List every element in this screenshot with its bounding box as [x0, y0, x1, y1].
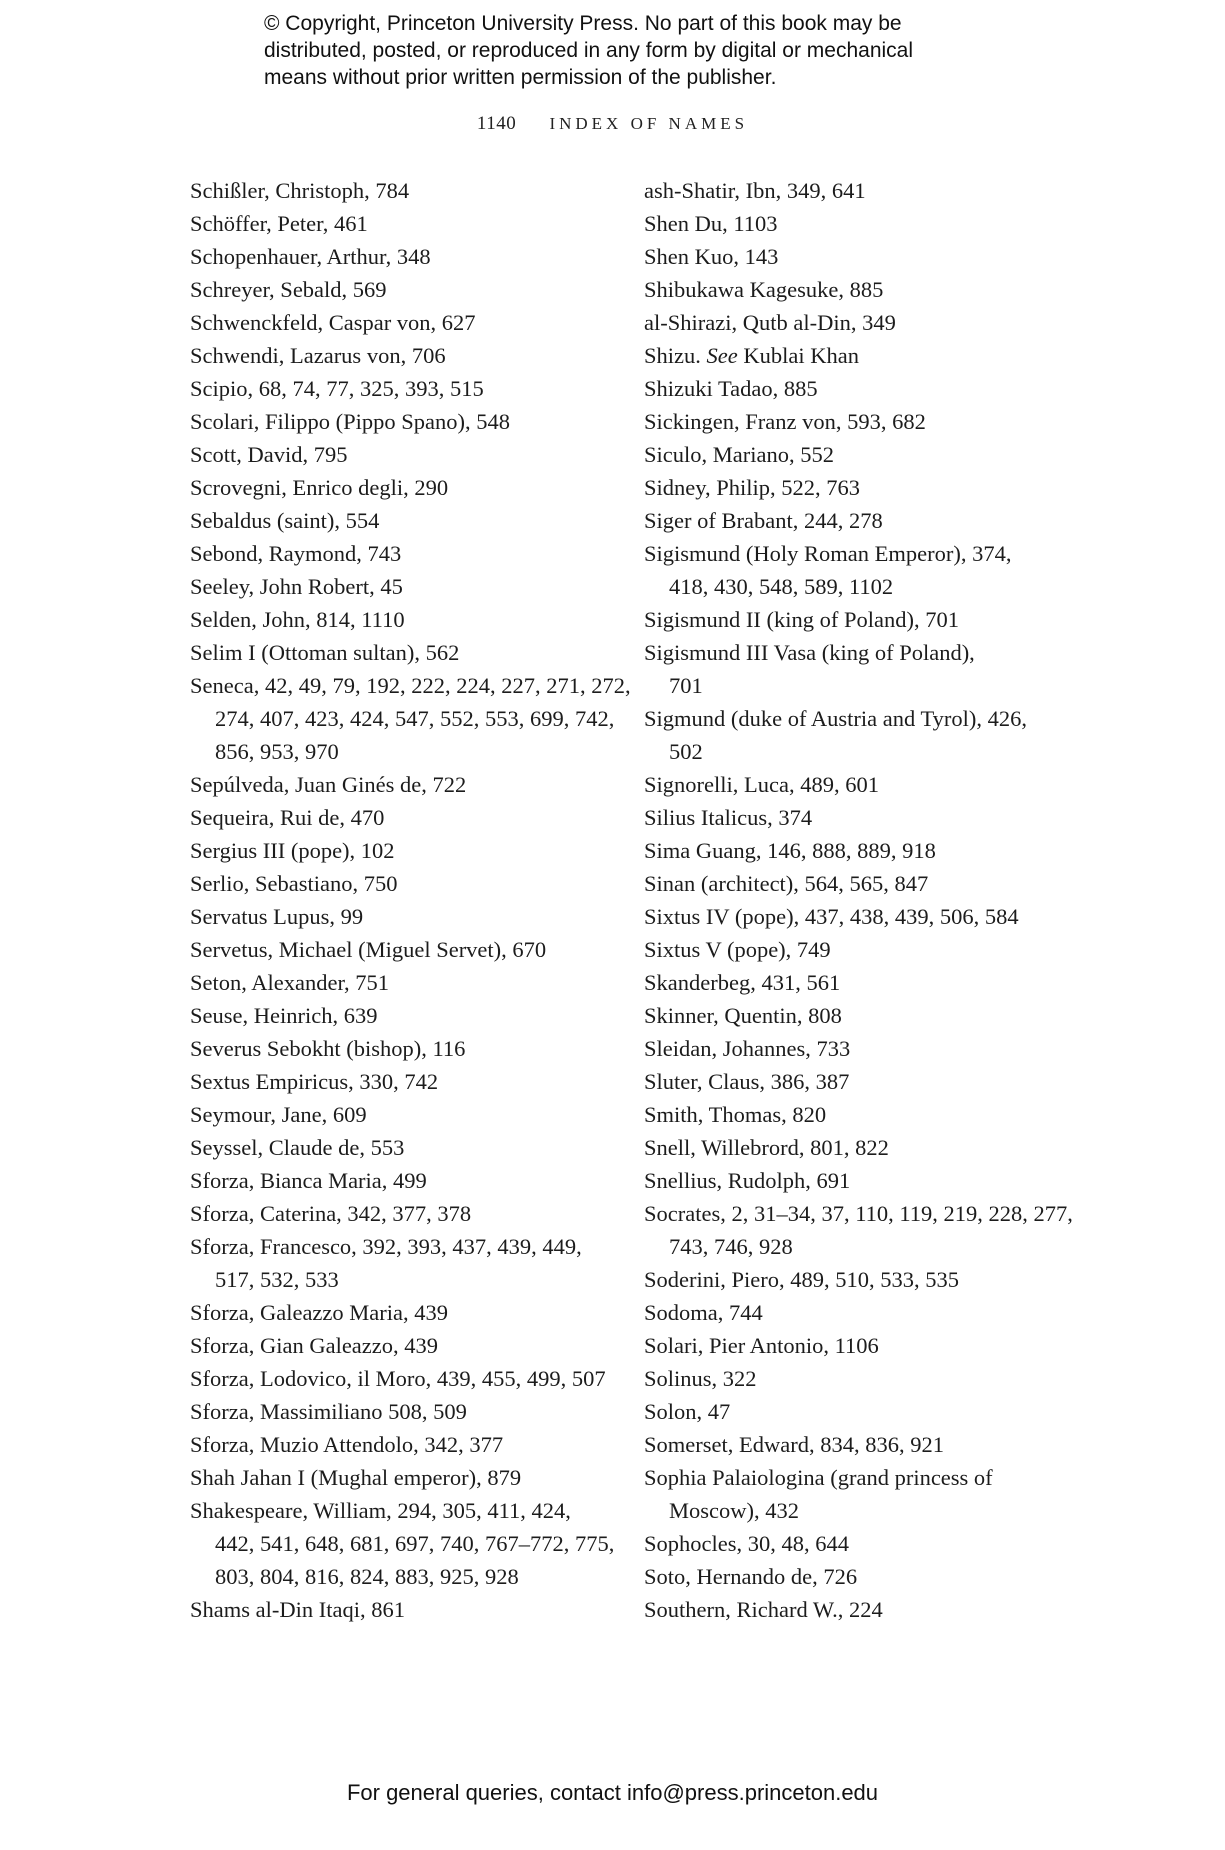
index-entry-text: Solon, 47: [644, 1399, 731, 1424]
copyright-line: © Copyright, Princeton University Press. No part of this book may be: [264, 12, 902, 35]
index-entry-text: Kublai Khan: [737, 343, 859, 368]
index-column-left: [190, 174, 630, 1626]
index-entry-text: Schißler, Christoph, 784: [190, 178, 410, 203]
index-entry: [644, 1362, 1084, 1395]
index-entry: [190, 1428, 630, 1461]
index-entry-text: Soderini, Piero, 489, 510, 533, 535: [644, 1267, 959, 1292]
index-entry: [190, 1362, 630, 1395]
index-entry: [644, 405, 1084, 438]
index-entry-text: Sforza, Massimiliano 508, 509: [190, 1399, 467, 1424]
index-entry-text: Sextus Empiricus, 330, 742: [190, 1069, 439, 1094]
index-entry-text: Sepúlveda, Juan Ginés de, 722: [190, 772, 467, 797]
index-entry: [644, 966, 1084, 999]
index-entry: [644, 801, 1084, 834]
index-entry: [644, 1329, 1084, 1362]
index-entry: [190, 207, 630, 240]
index-entry-text: Shizuki Tadao, 885: [644, 376, 818, 401]
index-entry: [644, 1395, 1084, 1428]
index-entry: [644, 1065, 1084, 1098]
index-entry-text: Sima Guang, 146, 888, 889, 918: [644, 838, 936, 863]
index-entry-text: Sforza, Muzio Attendolo, 342, 377: [190, 1432, 504, 1457]
index-entry-text: Sickingen, Franz von, 593, 682: [644, 409, 926, 434]
index-entry-text: Snell, Willebrord, 801, 822: [644, 1135, 889, 1160]
index-entry-text: Shams al-Din Itaqi, 861: [190, 1597, 405, 1622]
index-entry: [190, 438, 630, 471]
index-entry: [644, 1461, 1084, 1527]
index-entry-continuation: 701: [669, 673, 703, 698]
index-entry: [644, 1428, 1084, 1461]
index-entry: [190, 405, 630, 438]
index-entry-text: Sinan (architect), 564, 565, 847: [644, 871, 929, 896]
index-entry: [190, 1395, 630, 1428]
index-entry-text: Scott, David, 795: [190, 442, 348, 467]
index-entry: [190, 834, 630, 867]
index-entry-text: Selim I (Ottoman sultan), 562: [190, 640, 460, 665]
index-entry-continuation: 743, 746, 928: [669, 1234, 793, 1259]
index-entry-text: Shen Kuo, 143: [644, 244, 779, 269]
index-entry-text: Silius Italicus, 374: [644, 805, 813, 830]
index-entry-text: Sigismund (Holy Roman Emperor), 374,: [644, 541, 1012, 566]
index-entry-text: Schöffer, Peter, 461: [190, 211, 368, 236]
index-entry: [644, 603, 1084, 636]
index-entry: [644, 306, 1084, 339]
index-entry: [644, 1560, 1084, 1593]
index-entry: [190, 1065, 630, 1098]
index-entry-text: Serlio, Sebastiano, 750: [190, 871, 398, 896]
index-entry-text: Siger of Brabant, 244, 278: [644, 508, 883, 533]
page-title: INDEX OF NAMES: [549, 114, 749, 133]
index-entry: [190, 174, 630, 207]
index-entry-text: Southern, Richard W., 224: [644, 1597, 883, 1622]
index-entry-text: Servetus, Michael (Miguel Servet), 670: [190, 937, 547, 962]
index-entry: [190, 1494, 630, 1593]
index-entry-text: Sforza, Bianca Maria, 499: [190, 1168, 427, 1193]
index-entry-text: Sebaldus (saint), 554: [190, 508, 380, 533]
index-entry-text: Sixtus IV (pope), 437, 438, 439, 506, 584: [644, 904, 1019, 929]
index-entry-text: Sidney, Philip, 522, 763: [644, 475, 861, 500]
index-entry-text: Sforza, Francesco, 392, 393, 437, 439, 449,: [190, 1234, 582, 1259]
index-entry: [644, 702, 1084, 768]
index-entry-text: Solinus, 322: [644, 1366, 757, 1391]
index-entry-text: Sigismund III Vasa (king of Poland),: [644, 640, 975, 665]
page-number: 1140: [476, 113, 517, 134]
index-entry: [190, 372, 630, 405]
index-entry: [644, 1197, 1084, 1263]
index-entry-text: Signorelli, Luca, 489, 601: [644, 772, 879, 797]
footer-contact: For general queries, contact info@press.princeton.edu: [346, 1780, 879, 1805]
index-entry: [190, 1461, 630, 1494]
index-entry-text: Schwenckfeld, Caspar von, 627: [190, 310, 476, 335]
index-entry-continuation: 442, 541, 648, 681, 697, 740, 767–772, 775,: [215, 1531, 615, 1556]
index-entry-continuation: 274, 407, 423, 424, 547, 552, 553, 699, 742,: [215, 706, 615, 731]
index-entry-text: Sforza, Lodovico, il Moro, 439, 455, 499, 507: [190, 1366, 606, 1391]
index-entry: [190, 471, 630, 504]
index-entry: [190, 1230, 630, 1296]
index-entry-text: Sebond, Raymond, 743: [190, 541, 402, 566]
index-entry: [190, 537, 630, 570]
index-entry-continuation: 502: [669, 739, 703, 764]
index-entry: [190, 1032, 630, 1065]
index-entry-continuation: 418, 430, 548, 589, 1102: [669, 574, 894, 599]
copyright-line: means without prior written permission of the publisher.: [264, 66, 777, 89]
index-entry-text: Servatus Lupus, 99: [190, 904, 364, 929]
index-entry-text: Sophia Palaiologina (grand princess of: [644, 1465, 993, 1490]
index-entry-text: Sergius III (pope), 102: [190, 838, 395, 863]
index-entry: [644, 900, 1084, 933]
index-entry-text: Sigmund (duke of Austria and Tyrol), 426,: [644, 706, 1027, 731]
index-entry-text: Seeley, John Robert, 45: [190, 574, 403, 599]
index-entry: [644, 1593, 1084, 1626]
index-entry: [644, 1131, 1084, 1164]
index-entry: [644, 504, 1084, 537]
index-entry: [190, 999, 630, 1032]
index-entry: [190, 1593, 630, 1626]
index-entry-text: ash-Shatir, Ibn, 349, 641: [644, 178, 866, 203]
index-entry-text: Sixtus V (pope), 749: [644, 937, 831, 962]
index-entry-text: Seyssel, Claude de, 553: [190, 1135, 405, 1160]
index-entry: [644, 999, 1084, 1032]
index-entry: [190, 339, 630, 372]
copyright-line: distributed, posted, or reproduced in any form by digital or mechanical: [264, 39, 914, 62]
index-entry: [644, 1296, 1084, 1329]
index-entry: [644, 372, 1084, 405]
index-entry: [644, 834, 1084, 867]
index-entry-continuation: 856, 953, 970: [215, 739, 339, 764]
index-entry: [190, 1098, 630, 1131]
index-entry: [644, 207, 1084, 240]
see-reference: See: [706, 343, 738, 368]
index-entry-text: Sleidan, Johannes, 733: [644, 1036, 851, 1061]
index-entry: [644, 1527, 1084, 1560]
index-entry: [190, 504, 630, 537]
index-entry: [190, 1131, 630, 1164]
index-entry: [644, 1098, 1084, 1131]
index-entry-text: Selden, John, 814, 1110: [190, 607, 405, 632]
index-entry-text: Seneca, 42, 49, 79, 192, 222, 224, 227, 271, 272,: [190, 673, 631, 698]
index-entry-text: Solari, Pier Antonio, 1106: [644, 1333, 879, 1358]
index-entry-text: Skanderbeg, 431, 561: [644, 970, 841, 995]
index-entry-text: Shibukawa Kagesuke, 885: [644, 277, 884, 302]
index-entry-text: Siculo, Mariano, 552: [644, 442, 834, 467]
index-entry-text: Snellius, Rudolph, 691: [644, 1168, 851, 1193]
index-entry-text: Sequeira, Rui de, 470: [190, 805, 385, 830]
index-entry-text: Smith, Thomas, 820: [644, 1102, 827, 1127]
index-entry-text: Sigismund II (king of Poland), 701: [644, 607, 959, 632]
index-entry-continuation: 517, 532, 533: [215, 1267, 339, 1292]
index-entry: [190, 1164, 630, 1197]
index-entry-text: Somerset, Edward, 834, 836, 921: [644, 1432, 944, 1457]
index-entry: [644, 438, 1084, 471]
index-entry-text: Sforza, Caterina, 342, 377, 378: [190, 1201, 472, 1226]
copyright-notice: [264, 10, 984, 91]
index-entry-text: Sophocles, 30, 48, 644: [644, 1531, 849, 1556]
index-entry-text: Scolari, Filippo (Pippo Spano), 548: [190, 409, 510, 434]
index-entry: [190, 900, 630, 933]
index-entry: [190, 669, 630, 768]
index-entry: [644, 1263, 1084, 1296]
index-entry-text: Soto, Hernando de, 726: [644, 1564, 858, 1589]
index-entry-text: Severus Sebokht (bishop), 116: [190, 1036, 466, 1061]
index-entry-text: Scipio, 68, 74, 77, 325, 393, 515: [190, 376, 484, 401]
running-head: [0, 113, 1225, 135]
index-entry-text: Seuse, Heinrich, 639: [190, 1003, 378, 1028]
index-entry-continuation: Moscow), 432: [669, 1498, 799, 1523]
index-entry: [190, 768, 630, 801]
index-entry: [644, 768, 1084, 801]
index-column-right: [644, 174, 1084, 1626]
index-entry: [644, 471, 1084, 504]
index-entry: [190, 801, 630, 834]
index-entry: [190, 636, 630, 669]
index-entry: [190, 273, 630, 306]
index-entry-text: Schopenhauer, Arthur, 348: [190, 244, 431, 269]
index-entry-text: Sforza, Galeazzo Maria, 439: [190, 1300, 449, 1325]
index-entry-text: Shakespeare, William, 294, 305, 411, 424,: [190, 1498, 571, 1523]
index-entry-continuation: 803, 804, 816, 824, 883, 925, 928: [215, 1564, 519, 1589]
index-entry: [644, 1164, 1084, 1197]
index-entry: [190, 603, 630, 636]
index-entry: [190, 306, 630, 339]
index-entry-text: Sluter, Claus, 386, 387: [644, 1069, 850, 1094]
index-entry: [644, 636, 1084, 702]
index-entry: [190, 1197, 630, 1230]
index-entry-text: al-Shirazi, Qutb al-Din, 349: [644, 310, 896, 335]
index-entry: [190, 570, 630, 603]
index-entry-text: Seymour, Jane, 609: [190, 1102, 367, 1127]
index-entry-text: Sforza, Gian Galeazzo, 439: [190, 1333, 439, 1358]
index-entry-text: Scrovegni, Enrico degli, 290: [190, 475, 449, 500]
index-entry: [644, 174, 1084, 207]
index-entry-text: Shen Du, 1103: [644, 211, 778, 236]
index-entry-text: Shizu.: [644, 343, 707, 368]
index-entry: [644, 339, 1084, 372]
index-entry-text: Sodoma, 744: [644, 1300, 763, 1325]
index-entry-text: Schreyer, Sebald, 569: [190, 277, 387, 302]
index-entry: [644, 240, 1084, 273]
index-entry: [190, 240, 630, 273]
index-entry: [644, 273, 1084, 306]
index-entry: [644, 867, 1084, 900]
index-entry-text: Seton, Alexander, 751: [190, 970, 390, 995]
index-entry-text: Schwendi, Lazarus von, 706: [190, 343, 446, 368]
index-entry: [190, 933, 630, 966]
index-entry: [190, 867, 630, 900]
index-entry: [644, 537, 1084, 603]
index-entry: [190, 1329, 630, 1362]
index-entry-text: Skinner, Quentin, 808: [644, 1003, 842, 1028]
index-entry: [644, 933, 1084, 966]
index-entry: [190, 966, 630, 999]
index-entry: [644, 1032, 1084, 1065]
index-entry-text: Shah Jahan I (Mughal emperor), 879: [190, 1465, 522, 1490]
index-entry: [190, 1296, 630, 1329]
index-entry-text: Socrates, 2, 31–34, 37, 110, 119, 219, 228, 277,: [644, 1201, 1073, 1226]
